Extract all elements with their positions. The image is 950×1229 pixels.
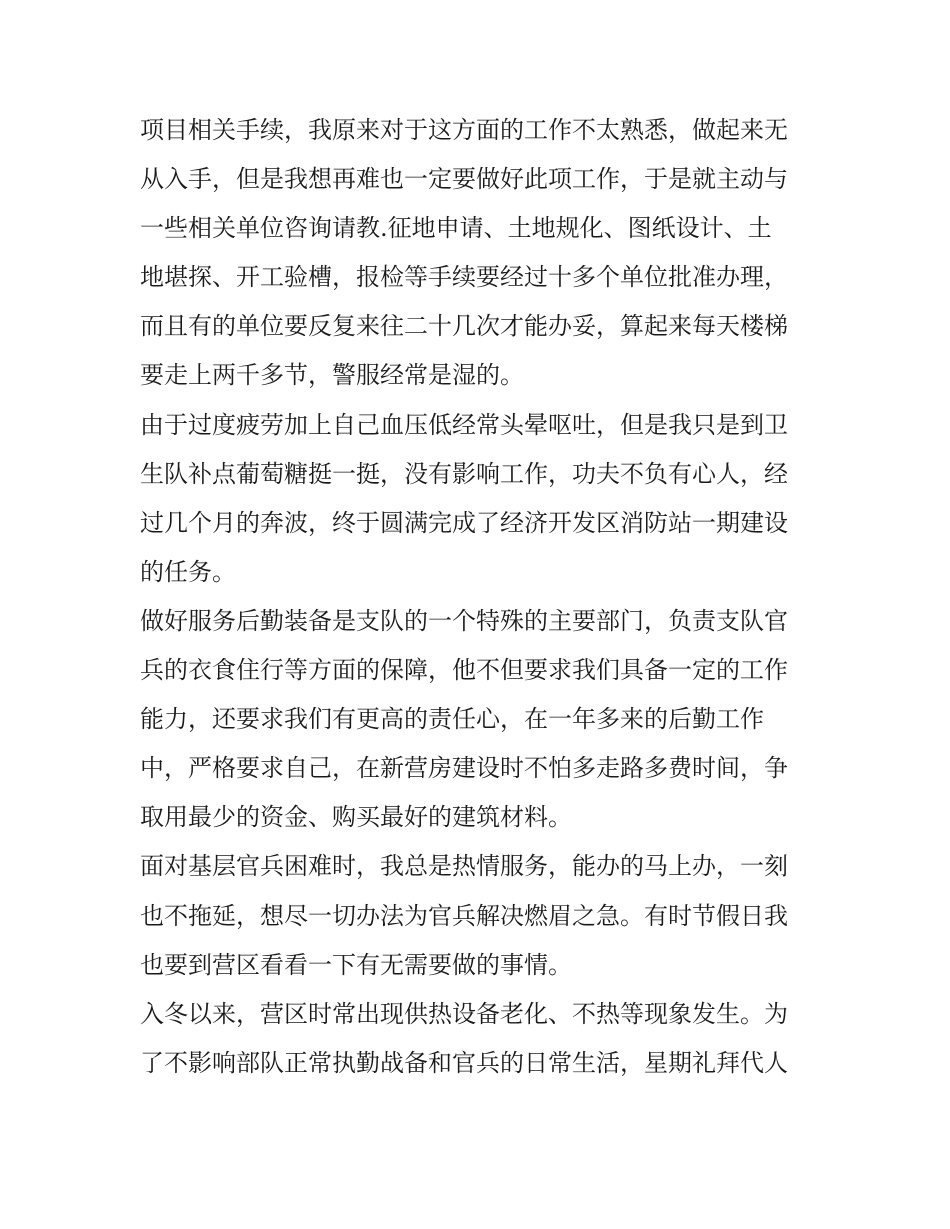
text-line: 的任务。 <box>140 557 236 586</box>
text-line: 取用最少的资金、购买最好的建筑材料。 <box>140 803 572 832</box>
text-line: 从入手，但是我想再难也一定要做好此项工作，于是就主动与 <box>140 165 788 194</box>
text-line: 要走上两千多节，警服经常是湿的。 <box>140 361 524 390</box>
text-line: 也要到营区看看一下有无需要做的事情。 <box>140 950 572 979</box>
text-line: 由于过度疲劳加上自己血压低经常头晕呕吐，但是我只是到卫 <box>140 410 788 439</box>
text-line: 而且有的单位要反复来往二十几次才能办妥，算起来每天楼梯 <box>140 312 788 341</box>
text-line: 能力，还要求我们有更高的责任心，在一年多来的后勤工作 <box>140 705 764 734</box>
text-line: 一些相关单位咨询请教.征地申请、土地规化、图纸设计、土 <box>140 214 772 243</box>
text-line: 地堪探、开工验槽，报检等手续要经过十多个单位批准办理， <box>140 263 788 292</box>
text-line: 生队补点葡萄糖挺一挺，没有影响工作，功夫不负有心人，经 <box>140 459 788 488</box>
text-line: 了不影响部队正常执勤战备和官兵的日常生活，星期礼拜代人 <box>140 1048 788 1077</box>
text-line: 也不拖延，想尽一切办法为官兵解决燃眉之急。有时节假日我 <box>140 901 788 930</box>
text-line: 做好服务后勤装备是支队的一个特殊的主要部门，负责支队官 <box>140 606 788 635</box>
text-line: 兵的衣食住行等方面的保障，他不但要求我们具备一定的工作 <box>140 656 788 685</box>
text-line: 中，严格要求自己，在新营房建设时不怕多走路多费时间，争 <box>140 754 788 783</box>
text-line: 入冬以来，营区时常出现供热设备老化、不热等现象发生。为 <box>140 999 788 1028</box>
text-line: 过几个月的奔波，终于圆满完成了经济开发区消防站一期建设 <box>140 508 788 537</box>
text-line: 面对基层官兵困难时，我总是热情服务，能办的马上办，一刻 <box>140 852 788 881</box>
text-line: 项目相关手续，我原来对于这方面的工作不太熟悉，做起来无 <box>140 116 788 144</box>
document-body <box>140 106 820 1088</box>
